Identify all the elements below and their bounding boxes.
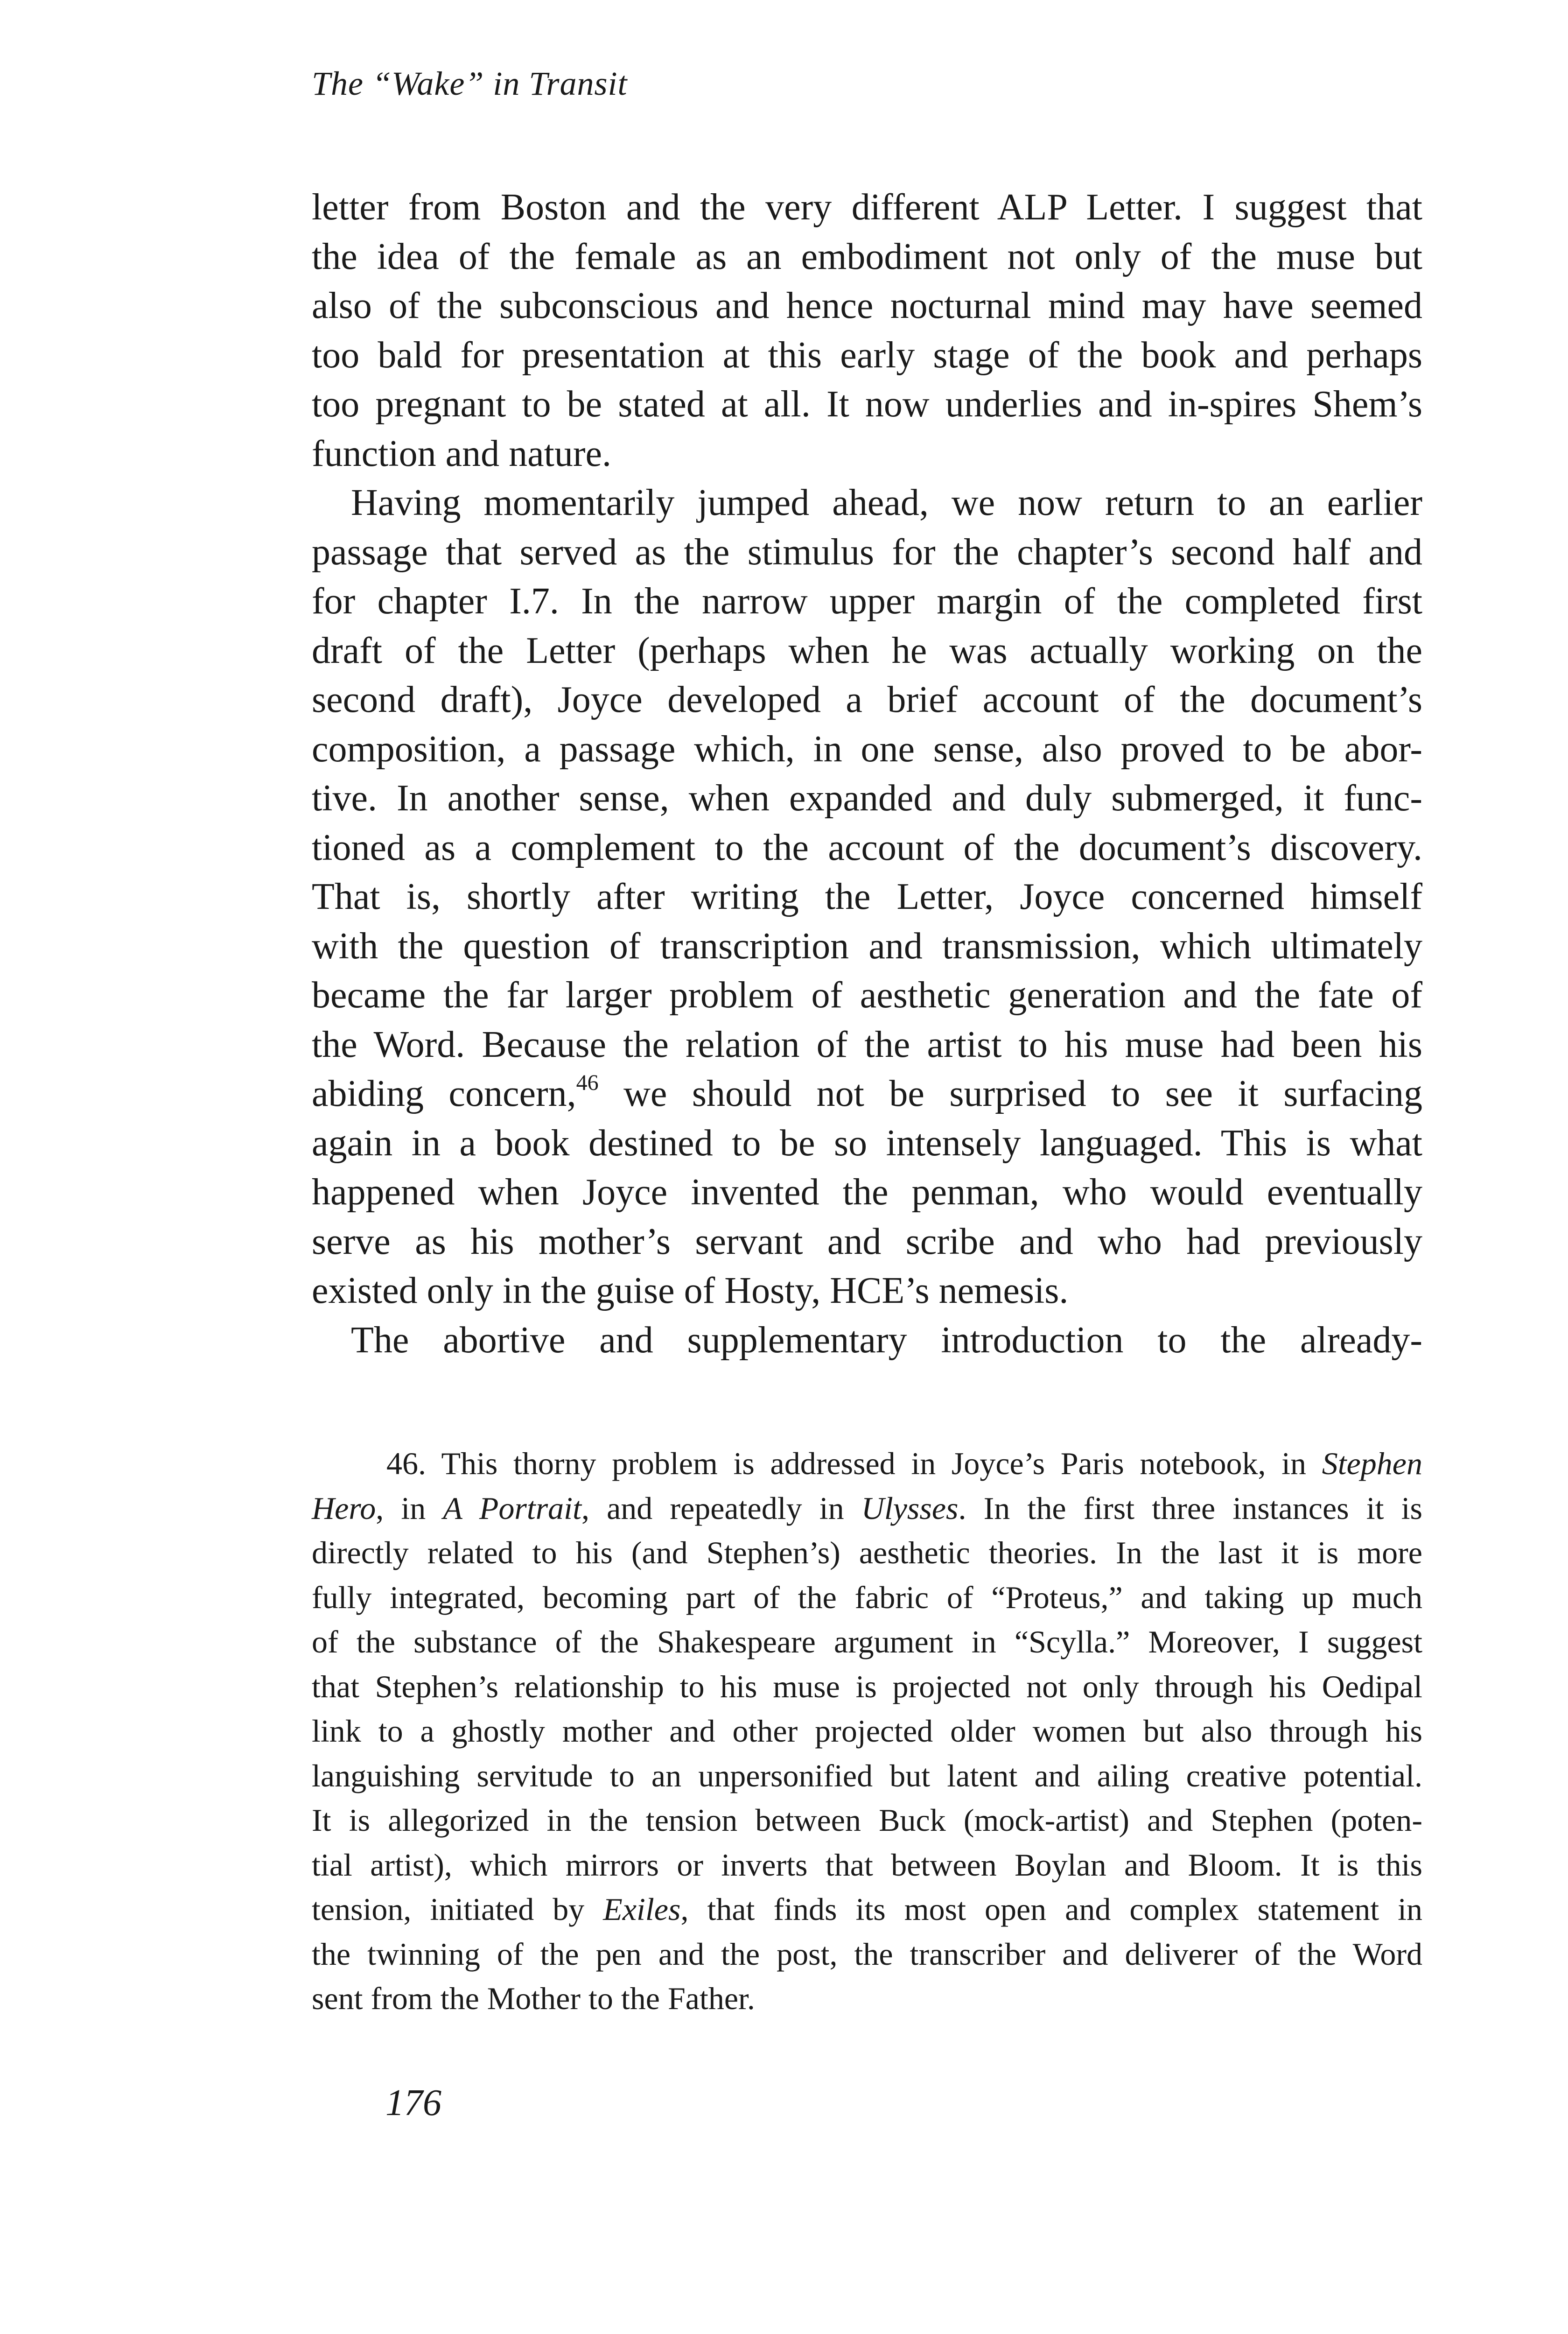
text-line: composition, a passage which, in one sense, also proved to be abor- xyxy=(312,728,1422,770)
footnote-line xyxy=(312,1441,1422,1486)
text-line: second draft), Joyce developed a brief account of the document’s xyxy=(312,679,1422,720)
running-header: The “Wake” in Transit xyxy=(312,65,628,102)
footnote-line: tial artist), which mirrors or inverts that between Boylan and Bloom. It is this xyxy=(312,1847,1422,1883)
footnote-line: of the substance of the Shakespeare argument in “Scylla.” Moreover, I suggest xyxy=(312,1624,1422,1659)
footnote-line xyxy=(312,1486,1422,1531)
footnote-number: 46. xyxy=(386,1446,426,1481)
text-line: tive. In another sense, when expanded and duly submerged, it func- xyxy=(312,778,1422,819)
footnote-line: languishing servitude to an unpersonified but latent and ailing creative potential. xyxy=(312,1758,1422,1793)
text-line: existed only in the guise of Hosty, HCE’s nemesis. xyxy=(312,1270,1069,1311)
text-line: draft of the Letter (perhaps when he was actually working on the xyxy=(312,630,1422,671)
text-line: also of the subconscious and hence nocturnal mind may have seemed xyxy=(312,285,1422,326)
paragraph-2 xyxy=(312,478,1422,1316)
text-line: became the far larger problem of aesthetic generation and the fate of xyxy=(312,975,1422,1016)
text-line: the idea of the female as an embodiment not only of the muse but xyxy=(312,236,1422,277)
text-line: tioned as a complement to the account of the document’s discovery. xyxy=(312,827,1422,868)
footnote-line: that Stephen’s relationship to his muse is projected not only through his Oedipal xyxy=(312,1668,1422,1704)
footnote-line xyxy=(312,1887,1422,1932)
text-line: serve as his mother’s servant and scribe and who had previously xyxy=(312,1221,1422,1262)
title-stephen-hero: Stephen xyxy=(1322,1446,1422,1481)
text-line: too pregnant to be stated at all. It now underlies and in-spires Shem’s xyxy=(312,384,1422,425)
paragraph-1 xyxy=(312,183,1422,478)
text-line: too bald for presentation at this early stage of the book and perhaps xyxy=(312,334,1422,376)
text-line: function and nature. xyxy=(312,433,611,474)
footnote-46 xyxy=(312,1441,1422,2021)
text-line: happened when Joyce invented the penman, who would eventually xyxy=(312,1172,1422,1213)
text-segment: we should not be surprised to see it surfacing xyxy=(598,1073,1423,1114)
title-exiles: Exiles xyxy=(603,1891,681,1927)
text-line: with the question of transcription and transmission, which ultimately xyxy=(312,925,1422,967)
footnote-line: It is allegorized in the tension between Buck (mock-artist) and Stephen (poten- xyxy=(312,1802,1422,1838)
text-line: again in a book destined to be so intensely languaged. This is what xyxy=(312,1122,1422,1164)
footnote-line: fully integrated, becoming part of the fabric of “Proteus,” and taking up much xyxy=(312,1579,1422,1615)
text-segment: . In the first three instances it is xyxy=(958,1490,1422,1526)
text-segment: , and repeatedly in xyxy=(581,1490,861,1526)
text-segment: tension, initiated by xyxy=(312,1891,603,1927)
main-text xyxy=(312,183,1422,1365)
text-segment: This thorny problem is addressed in Joyce’s Paris notebook, in xyxy=(426,1446,1322,1481)
text-line-with-note xyxy=(312,1069,1422,1119)
title-stephen-hero: Hero xyxy=(312,1490,376,1526)
title-ulysses: Ulysses xyxy=(861,1490,959,1526)
footnote-line: directly related to his (and Stephen’s) aesthetic theories. In the last it is more xyxy=(312,1535,1422,1570)
text-line: The abortive and supplementary introduction to the already- xyxy=(351,1319,1422,1361)
text-segment: abiding concern, xyxy=(312,1073,576,1114)
text-line: the Word. Because the relation of the artist to his muse had been his xyxy=(312,1024,1422,1065)
paragraph-3 xyxy=(312,1316,1422,1365)
title-a-portrait: A Portrait xyxy=(443,1490,581,1526)
text-line: letter from Boston and the very different ALP Letter. I suggest that xyxy=(312,187,1422,228)
page-number: 176 xyxy=(385,2082,441,2123)
text-line: That is, shortly after writing the Letter, Joyce concerned himself xyxy=(312,876,1422,917)
footnote-line: sent from the Mother to the Father. xyxy=(312,1981,755,2016)
text-line: passage that served as the stimulus for the chapter’s second half and xyxy=(312,531,1422,573)
text-segment: , in xyxy=(376,1490,443,1526)
footnote-line: link to a ghostly mother and other projected older women but also through his xyxy=(312,1713,1422,1749)
footnote-line: the twinning of the pen and the post, the transcriber and deliverer of the Word xyxy=(312,1936,1422,1972)
text-line: Having momentarily jumped ahead, we now return to an earlier xyxy=(351,482,1422,523)
footnote-reference[interactable]: 46 xyxy=(576,1070,599,1095)
text-segment: , that finds its most open and complex statement in xyxy=(680,1891,1422,1927)
text-line: for chapter I.7. In the narrow upper margin of the completed first xyxy=(312,581,1422,622)
